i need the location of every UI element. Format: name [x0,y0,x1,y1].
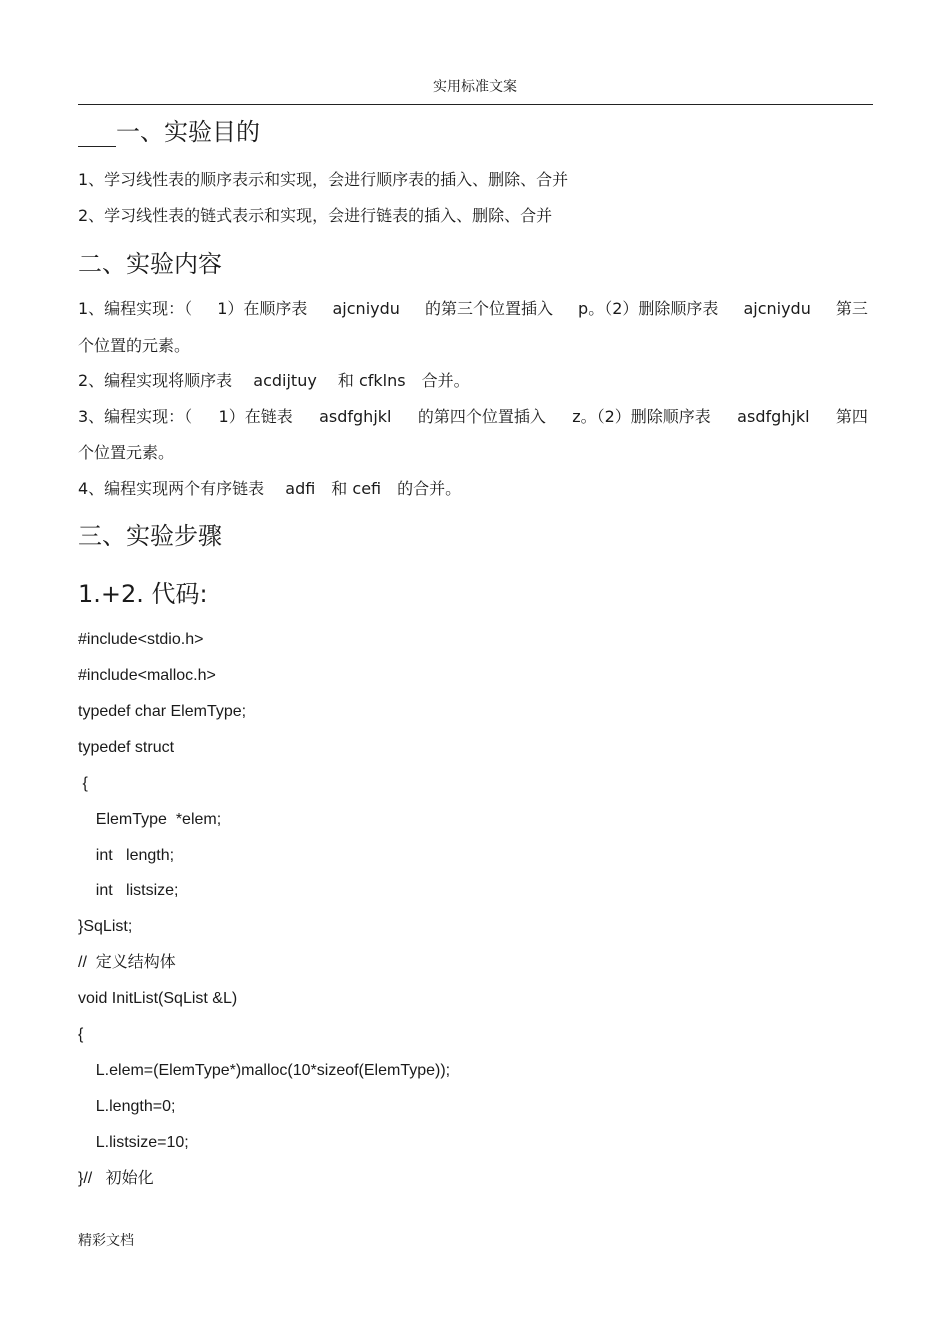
heading-underline-blank [78,126,116,147]
content-item-1-part: ajcniydu [332,299,400,318]
code-line: void InitList(SqList &L) [78,990,238,1007]
code-line: L.listsize=10; [78,1134,189,1151]
section-heading-content: 二、实验内容 [78,250,222,278]
content-item-3-part: 1）在链表 [218,407,293,426]
code-line: typedef struct [78,739,175,756]
content-item-3-part: 的第四个位置插入 [417,407,546,426]
code-line: }// 初始化 [78,1170,154,1187]
content-item-3-part: asdfghjkl [319,407,392,426]
section-heading-objectives [78,117,260,147]
content-item-2: 2、编程实现将顺序表 acdijtuy 和 cfklns 合并。 [78,371,470,390]
code-line: }SqList; [78,918,133,935]
content-item-1-part: 的第三个位置插入 [424,299,553,318]
code-line: L.length=0; [78,1098,176,1115]
objective-item-2: 2、学习线性表的链式表示和实现，会进行链表的插入、删除、合并 [78,206,553,225]
page-footer-label: 精彩文档 [78,1233,134,1249]
code-line: #include<stdio.h> [78,631,204,648]
content-item-4: 4、编程实现两个有序链表 adfi 和 cefi 的合并。 [78,479,462,498]
section-heading-steps: 三、实验步骤 [78,522,222,550]
content-item-3-part: asdfghjkl [737,407,810,426]
content-item-3-part: 3、编程实现：（ [78,407,193,426]
page-header-title: 实用标准文案 [433,79,517,95]
content-item-1-part: 第三 [835,299,868,318]
code-line: typedef char ElemType; [78,703,247,720]
content-item-1 [78,299,868,319]
objective-item-1: 1、学习线性表的顺序表示和实现，会进行顺序表的插入、删除、合并 [78,170,569,189]
code-line: // 定义结构体 [78,954,176,971]
code-line: ElemType *elem; [78,811,222,828]
content-item-3 [78,407,868,427]
code-heading: 1.+2. 代码: [78,580,208,608]
content-item-1-part: p。（2）删除顺序表 [578,299,719,318]
code-line: #include<malloc.h> [78,667,216,684]
code-line: int length; [78,847,175,864]
content-item-3-part: 第四 [835,407,868,426]
code-line: L.elem=(ElemType*)malloc(10*sizeof(ElemType)); [78,1062,451,1079]
section-heading-text: 一、实验目的 [116,118,260,146]
content-item-1-part: ajcniydu [743,299,811,318]
content-item-3-continued: 个位置元素。 [78,443,175,462]
code-line: int listsize; [78,882,179,899]
code-line: { [78,1026,84,1043]
content-item-1-part: 1）在顺序表 [217,299,308,318]
header-divider [78,104,873,105]
code-line: { [78,775,88,792]
content-item-3-part: z。（2）删除顺序表 [572,407,711,426]
content-item-1-continued: 个位置的元素。 [78,336,191,355]
content-item-1-part: 1、编程实现：（ [78,299,193,318]
